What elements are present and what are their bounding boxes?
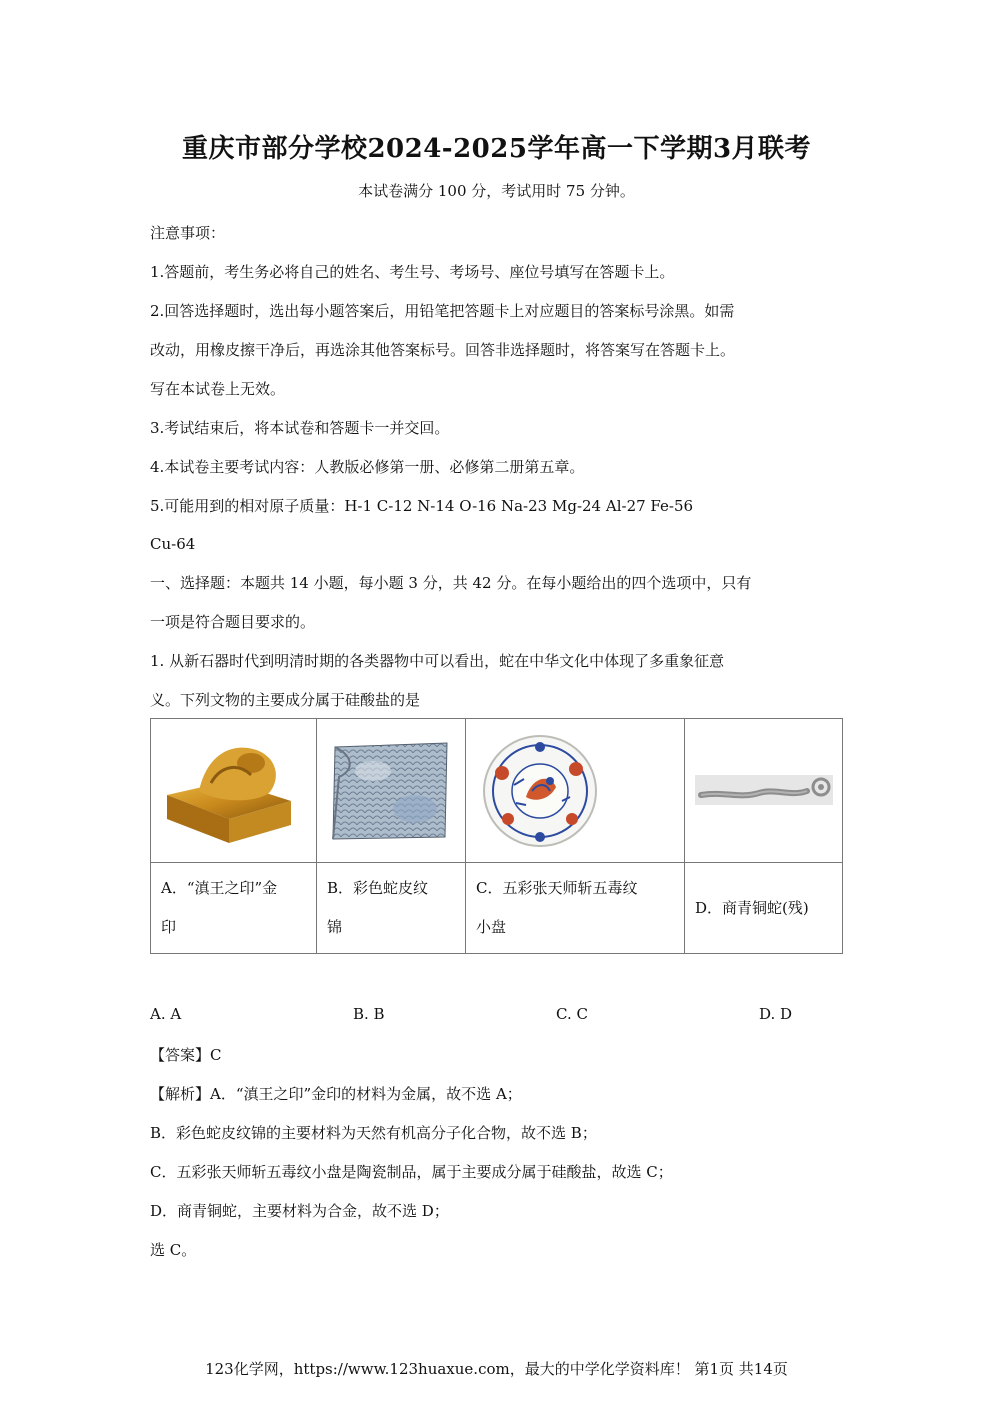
analysis-line-3: C．五彩张天师斩五毒纹小盘是陶瓷制品，属于主要成分属于硅酸盐，故选 C； — [150, 1163, 673, 1181]
analysis-line-4: D．商青铜蛇，主要材料为合金，故不选 D； — [150, 1202, 449, 1220]
analysis-line-2: B．彩色蛇皮纹锦的主要材料为天然有机高分子化合物，故不选 B； — [150, 1124, 597, 1142]
option-cell-c — [466, 863, 685, 954]
notice-item-1: 1.答题前，考生务必将自己的姓名、考生号、考场号、座位号填写在答题卡上。 — [150, 263, 675, 281]
artifact-image-cell-b — [317, 719, 466, 863]
section-heading-line-2: 一项是符合题目要求的。 — [150, 613, 316, 631]
page-footer: 123化学网，https://www.123huaxue.com，最大的中学化学资料库！ 第1页 共14页 — [205, 1360, 788, 1378]
option-c-label-line-2: 小盘 — [476, 918, 507, 936]
artifact-image-cell-d — [685, 719, 843, 863]
notice-item-3: 3.考试结束后，将本试卷和答题卡一并交回。 — [150, 419, 450, 437]
option-b-label-line-2: 锦 — [327, 918, 343, 936]
bronze-snake-image — [695, 771, 835, 811]
notice-item-4: 4.本试卷主要考试内容：人教版必修第一册、必修第二册第五章。 — [150, 458, 585, 476]
artifact-image-cell-a — [151, 719, 317, 863]
exam-subtitle: 本试卷满分 100 分，考试用时 75 分钟。 — [358, 182, 635, 200]
option-a-label-line-1: A．“滇王之印”金 — [161, 879, 278, 897]
section-heading-line-1: 一、选择题：本题共 14 小题，每小题 3 分，共 42 分。在每小题给出的四个选项中，只有 — [150, 574, 752, 592]
notice-item-2-line-2: 改动，用橡皮擦干净后，再选涂其他答案标号。回答非选择题时，将答案写在答题卡上。 — [150, 341, 736, 359]
choice-c: C. C — [556, 1005, 588, 1023]
option-a-label-line-2: 印 — [161, 918, 177, 936]
option-d-label: D．商青铜蛇(残) — [695, 898, 809, 917]
notice-heading: 注意事项： — [150, 224, 226, 242]
option-c-label-line-1: C．五彩张天师斩五毒纹 — [476, 879, 638, 897]
notice-item-2-line-1: 2.回答选择题时，选出每小题答案后，用铅笔把答题卡上对应题目的答案标号涂黑。如需 — [150, 302, 735, 320]
option-b-label-line-1: B．彩色蛇皮纹 — [327, 879, 429, 897]
notice-item-5-line-1: 5.可能用到的相对原子质量：H-1 C-12 N-14 O-16 Na-23 Mg-24 Al-27 Fe-56 — [150, 497, 694, 515]
question-stem-line-1: 1. 从新石器时代到明清时期的各类器物中可以看出，蛇在中华文化中体现了多重象征意 — [150, 652, 725, 670]
analysis-line-5: 选 C。 — [150, 1241, 197, 1259]
choice-a: A. A — [150, 1005, 182, 1023]
option-cell-b — [317, 863, 466, 954]
choice-b: B. B — [353, 1005, 385, 1023]
artifact-table — [150, 718, 843, 954]
option-cell-a — [151, 863, 317, 954]
answer-line: 【答案】C — [150, 1046, 222, 1064]
gold-seal-image — [159, 733, 309, 848]
notice-item-2-line-3: 写在本试卷上无效。 — [150, 380, 286, 398]
analysis-line-1: 【解析】A．“滇王之印”金印的材料为金属，故不选 A； — [150, 1085, 522, 1103]
artifact-image-cell-c — [466, 719, 685, 863]
exam-title: 重庆市部分学校2024-2025学年高一下学期3月联考 — [181, 134, 812, 164]
porcelain-plate-image — [480, 733, 600, 849]
option-cell-d — [685, 863, 843, 954]
question-stem-line-2: 义。下列文物的主要成分属于硅酸盐的是 — [150, 691, 421, 709]
notice-item-5-line-2: Cu-64 — [150, 535, 196, 553]
snakeskin-brocade-image — [325, 741, 455, 841]
choice-d: D. D — [759, 1005, 793, 1023]
